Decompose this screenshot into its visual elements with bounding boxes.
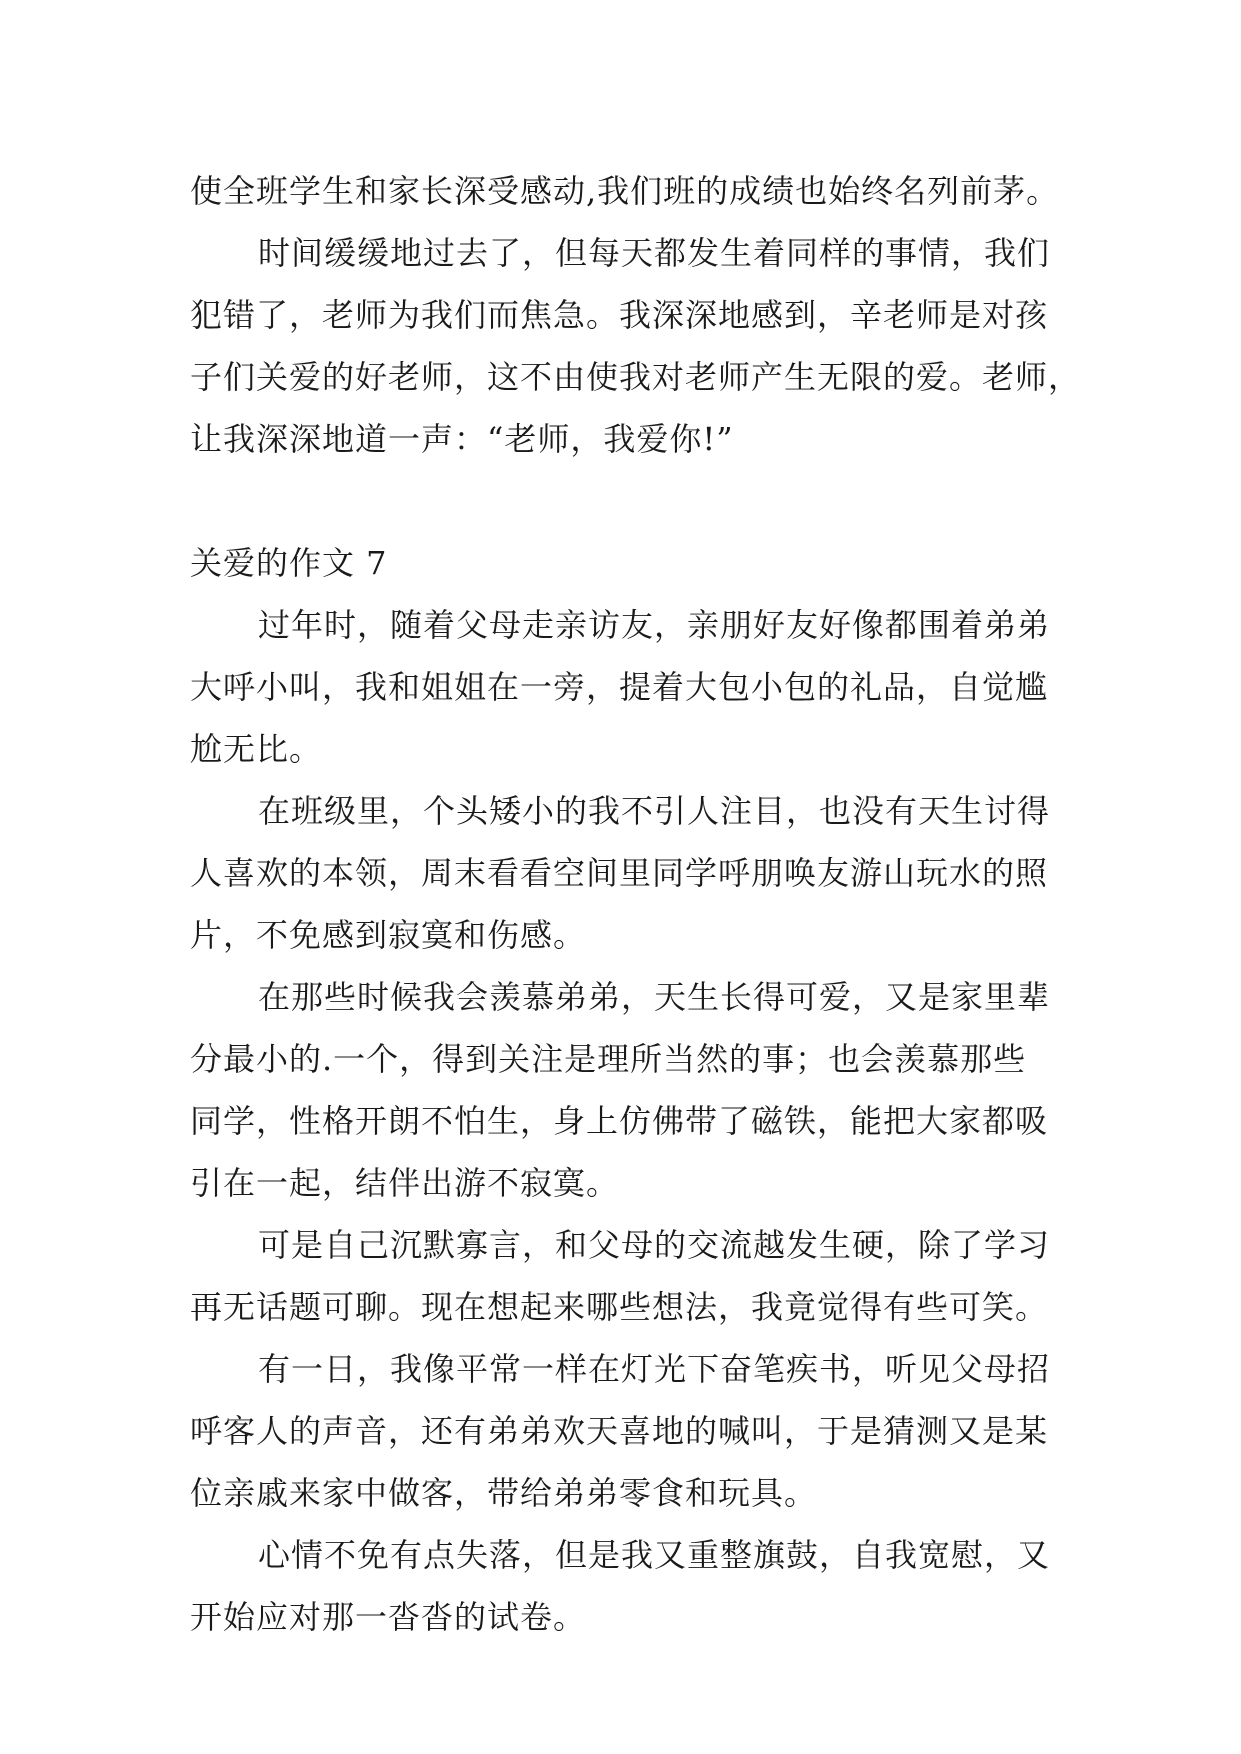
paragraph <box>190 594 1070 780</box>
paragraph-first-line: 有一日，我像平常一样在灯光下奋笔疾书，听见父母招 <box>258 1350 1051 1388</box>
paragraph-first-line: 在班级里，个头矮小的我不引人注目，也没有天生讨得 <box>258 792 1051 830</box>
paragraph-first-line: 在那些时候我会羡慕弟弟，天生长得可爱，又是家里辈 <box>258 978 1051 1016</box>
section-gap <box>190 470 1070 532</box>
text-line: 子们关爱的好老师，这不由使我对老师产生无限的爱。老师， <box>190 358 1082 396</box>
paragraph-first-line: 时间缓缓地过去了，但每天都发生着同样的事情，我们 <box>258 234 1051 272</box>
text-line: 同学，性格开朗不怕生，身上仿佛带了磁铁，能把大家都吸 <box>190 1102 1049 1140</box>
paragraph-first-line: 过年时，随着父母走亲访友，亲朋好友好像都围着弟弟 <box>258 606 1051 644</box>
text-line: 引在一起，结伴出游不寂寞。 <box>190 1164 620 1202</box>
text-line: 片，不免感到寂寞和伤感。 <box>190 916 587 954</box>
section-heading: 关爱的作文 7 <box>190 544 388 582</box>
text-line: 位亲戚来家中做客，带给弟弟零食和玩具。 <box>190 1474 818 1512</box>
text-line: 再无话题可聊。现在想起来哪些想法，我竟觉得有些可笑。 <box>190 1288 1049 1326</box>
text-line: 使全班学生和家长深受感动,我们班的成绩也始终名列前茅。 <box>190 172 1060 210</box>
text-line: 开始应对那一沓沓的试卷。 <box>190 1598 587 1636</box>
document-page <box>190 160 1082 1648</box>
paragraph <box>190 1338 1070 1524</box>
paragraph-first-line: 心情不免有点失落，但是我又重整旗鼓，自我宽慰，又 <box>258 1536 1051 1574</box>
paragraph <box>190 966 1070 1214</box>
text-line: 让我深深地道一声：“老师，我爱你!” <box>190 420 734 458</box>
text-line: 人喜欢的本领，周末看看空间里同学呼朋唤友游山玩水的照 <box>190 854 1049 892</box>
text-line: 呼客人的声音，还有弟弟欢天喜地的喊叫，于是猜测又是某 <box>190 1412 1049 1450</box>
text-line: 犯错了，老师为我们而焦急。我深深地感到，辛老师是对孩 <box>190 296 1049 334</box>
paragraph-first-line: 可是自己沉默寡言，和父母的交流越发生硬，除了学习 <box>258 1226 1051 1264</box>
text-line: 尬无比。 <box>190 730 323 768</box>
paragraph <box>190 1524 1070 1648</box>
paragraph <box>190 1214 1070 1338</box>
text-line: 分最小的.一个，得到关注是理所当然的事；也会羡慕那些 <box>190 1040 1027 1078</box>
paragraph <box>190 780 1070 966</box>
text-line: 大呼小叫，我和姐姐在一旁，提着大包小包的礼品，自觉尴 <box>190 668 1049 706</box>
